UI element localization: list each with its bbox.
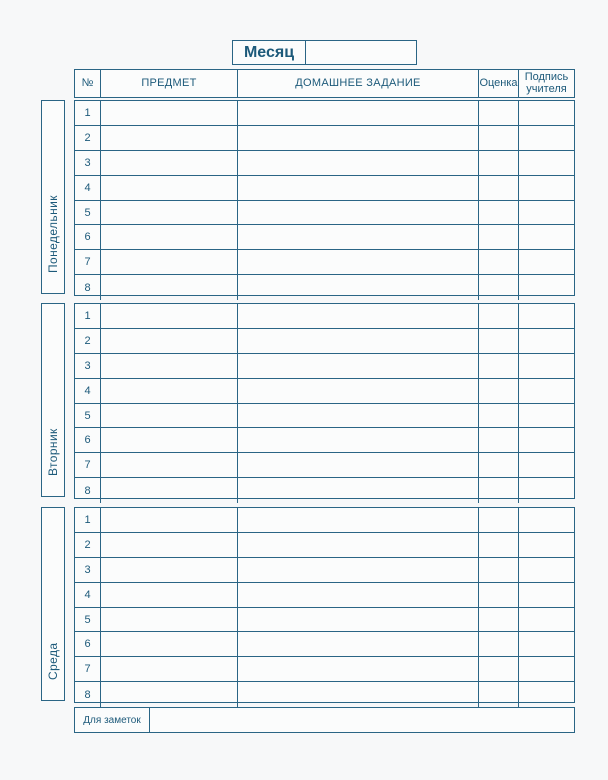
- subject-cell[interactable]: [101, 608, 238, 632]
- grade-cell[interactable]: [479, 608, 519, 632]
- table-row: [75, 275, 574, 300]
- signature-cell[interactable]: [519, 453, 574, 477]
- table-row: [75, 657, 574, 682]
- homework-cell[interactable]: [238, 329, 479, 353]
- column-signature-text: [525, 72, 569, 95]
- subject-cell[interactable]: [101, 428, 238, 452]
- lesson-number: 5: [75, 201, 101, 225]
- table-row: [75, 151, 574, 176]
- table-row: [75, 682, 574, 707]
- day-name: Понедельник: [46, 195, 60, 273]
- table-row: [75, 225, 574, 250]
- grade-cell[interactable]: [479, 379, 519, 403]
- table-row: [75, 428, 574, 453]
- table-row: [75, 478, 574, 503]
- lesson-number: 2: [75, 126, 101, 150]
- table-row: [75, 558, 574, 583]
- homework-cell[interactable]: [238, 126, 479, 150]
- lesson-number: 4: [75, 583, 101, 607]
- signature-cell[interactable]: [519, 304, 574, 328]
- grade-cell[interactable]: [479, 329, 519, 353]
- signature-cell[interactable]: [519, 682, 574, 707]
- column-header: [74, 69, 575, 98]
- signature-cell[interactable]: [519, 404, 574, 428]
- table-row: [75, 453, 574, 478]
- lesson-number: 3: [75, 354, 101, 378]
- subject-cell[interactable]: [101, 126, 238, 150]
- signature-cell[interactable]: [519, 428, 574, 452]
- lesson-number: 3: [75, 151, 101, 175]
- subject-cell[interactable]: [101, 250, 238, 274]
- table-row: [75, 304, 574, 329]
- signature-cell[interactable]: [519, 176, 574, 200]
- lesson-number: 4: [75, 176, 101, 200]
- homework-cell[interactable]: [238, 558, 479, 582]
- subject-cell[interactable]: [101, 354, 238, 378]
- table-row: [75, 404, 574, 429]
- grade-cell[interactable]: [479, 126, 519, 150]
- homework-cell[interactable]: [238, 379, 479, 403]
- signature-cell[interactable]: [519, 275, 574, 300]
- grade-cell[interactable]: [479, 682, 519, 707]
- signature-cell[interactable]: [519, 478, 574, 503]
- subject-cell[interactable]: [101, 404, 238, 428]
- subject-cell[interactable]: [101, 379, 238, 403]
- column-signature: [519, 70, 574, 97]
- lesson-number: 1: [75, 304, 101, 328]
- homework-cell[interactable]: [238, 428, 479, 452]
- grade-cell[interactable]: [479, 404, 519, 428]
- subject-cell[interactable]: [101, 583, 238, 607]
- homework-cell[interactable]: [238, 657, 479, 681]
- grade-cell[interactable]: [479, 304, 519, 328]
- grade-cell[interactable]: [479, 478, 519, 503]
- table-row: [75, 379, 574, 404]
- grade-cell[interactable]: [479, 453, 519, 477]
- column-grade: Оценка: [479, 70, 519, 97]
- grade-cell[interactable]: [479, 558, 519, 582]
- notes-field[interactable]: [150, 708, 574, 732]
- homework-cell[interactable]: [238, 453, 479, 477]
- lesson-number: 7: [75, 657, 101, 681]
- homework-cell[interactable]: [238, 176, 479, 200]
- lesson-number: 8: [75, 275, 101, 300]
- signature-cell[interactable]: [519, 225, 574, 249]
- signature-cell[interactable]: [519, 657, 574, 681]
- lesson-number: 8: [75, 478, 101, 503]
- homework-cell[interactable]: [238, 508, 479, 532]
- grade-cell[interactable]: [479, 428, 519, 452]
- signature-cell[interactable]: [519, 354, 574, 378]
- signature-cell[interactable]: [519, 583, 574, 607]
- signature-cell[interactable]: [519, 329, 574, 353]
- signature-line2: учителя: [526, 82, 567, 95]
- subject-cell[interactable]: [101, 453, 238, 477]
- lesson-number: 6: [75, 428, 101, 452]
- lesson-number: 1: [75, 101, 101, 125]
- grade-cell[interactable]: [479, 201, 519, 225]
- homework-cell[interactable]: [238, 533, 479, 557]
- lesson-number: 2: [75, 329, 101, 353]
- grade-cell[interactable]: [479, 657, 519, 681]
- subject-cell[interactable]: [101, 632, 238, 656]
- table-row: [75, 583, 574, 608]
- grade-cell[interactable]: [479, 508, 519, 532]
- day-grid-monday: [74, 100, 575, 296]
- day-label-wednesday: [41, 507, 65, 701]
- homework-cell[interactable]: [238, 478, 479, 503]
- table-row: [75, 126, 574, 151]
- table-row: [75, 176, 574, 201]
- table-row: [75, 250, 574, 275]
- lesson-number: 2: [75, 533, 101, 557]
- subject-cell[interactable]: [101, 225, 238, 249]
- signature-cell[interactable]: [519, 508, 574, 532]
- grade-cell[interactable]: [479, 583, 519, 607]
- lesson-number: 7: [75, 453, 101, 477]
- grade-cell[interactable]: [479, 101, 519, 125]
- subject-cell[interactable]: [101, 201, 238, 225]
- signature-cell[interactable]: [519, 533, 574, 557]
- subject-cell[interactable]: [101, 151, 238, 175]
- subject-cell[interactable]: [101, 657, 238, 681]
- lesson-number: 7: [75, 250, 101, 274]
- lesson-number: 6: [75, 632, 101, 656]
- column-subject: ПРЕДМЕТ: [101, 70, 238, 97]
- signature-cell[interactable]: [519, 632, 574, 656]
- subject-cell[interactable]: [101, 101, 238, 125]
- subject-cell[interactable]: [101, 478, 238, 503]
- subject-cell[interactable]: [101, 533, 238, 557]
- day-grid-tuesday: [74, 303, 575, 499]
- homework-cell[interactable]: [238, 632, 479, 656]
- homework-cell[interactable]: [238, 225, 479, 249]
- subject-cell[interactable]: [101, 176, 238, 200]
- column-number: №: [75, 70, 101, 97]
- homework-cell[interactable]: [238, 250, 479, 274]
- signature-cell[interactable]: [519, 250, 574, 274]
- homework-cell[interactable]: [238, 151, 479, 175]
- table-row: [75, 533, 574, 558]
- lesson-number: 6: [75, 225, 101, 249]
- table-row: [75, 508, 574, 533]
- lesson-number: 5: [75, 608, 101, 632]
- subject-cell[interactable]: [101, 558, 238, 582]
- lesson-number: 8: [75, 682, 101, 707]
- lesson-number: 3: [75, 558, 101, 582]
- signature-cell[interactable]: [519, 379, 574, 403]
- table-row: [75, 329, 574, 354]
- homework-cell[interactable]: [238, 101, 479, 125]
- signature-cell[interactable]: [519, 201, 574, 225]
- day-label-tuesday: [41, 303, 65, 497]
- homework-cell[interactable]: [238, 275, 479, 300]
- signature-cell[interactable]: [519, 608, 574, 632]
- subject-cell[interactable]: [101, 329, 238, 353]
- lesson-number: 1: [75, 508, 101, 532]
- month-field[interactable]: [306, 41, 416, 64]
- homework-cell[interactable]: [238, 404, 479, 428]
- lesson-number: 5: [75, 404, 101, 428]
- grade-cell[interactable]: [479, 225, 519, 249]
- month-label: Месяц: [233, 41, 306, 64]
- notes-label: Для заметок: [75, 708, 150, 732]
- homework-cell[interactable]: [238, 354, 479, 378]
- grade-cell[interactable]: [479, 533, 519, 557]
- table-row: [75, 608, 574, 633]
- grade-cell[interactable]: [479, 632, 519, 656]
- signature-line1: Подпись: [524, 70, 569, 83]
- homework-cell[interactable]: [238, 201, 479, 225]
- grade-cell[interactable]: [479, 275, 519, 300]
- signature-cell[interactable]: [519, 151, 574, 175]
- grade-cell[interactable]: [479, 176, 519, 200]
- grade-cell[interactable]: [479, 250, 519, 274]
- homework-cell[interactable]: [238, 682, 479, 707]
- day-label-monday: [41, 100, 65, 294]
- table-row: [75, 101, 574, 126]
- subject-cell[interactable]: [101, 275, 238, 300]
- homework-cell[interactable]: [238, 583, 479, 607]
- signature-cell[interactable]: [519, 126, 574, 150]
- grade-cell[interactable]: [479, 354, 519, 378]
- signature-cell[interactable]: [519, 558, 574, 582]
- homework-cell[interactable]: [238, 608, 479, 632]
- signature-cell[interactable]: [519, 101, 574, 125]
- day-name: Среда: [46, 642, 60, 680]
- day-grid-wednesday: [74, 507, 575, 703]
- subject-cell[interactable]: [101, 304, 238, 328]
- table-row: [75, 632, 574, 657]
- column-homework: ДОМАШНЕЕ ЗАДАНИЕ: [238, 70, 479, 97]
- subject-cell[interactable]: [101, 682, 238, 707]
- subject-cell[interactable]: [101, 508, 238, 532]
- homework-cell[interactable]: [238, 304, 479, 328]
- lesson-number: 4: [75, 379, 101, 403]
- month-box: [232, 40, 417, 65]
- day-name: Вторник: [46, 428, 60, 476]
- table-row: [75, 201, 574, 226]
- table-row: [75, 354, 574, 379]
- notes-row: [74, 707, 575, 733]
- grade-cell[interactable]: [479, 151, 519, 175]
